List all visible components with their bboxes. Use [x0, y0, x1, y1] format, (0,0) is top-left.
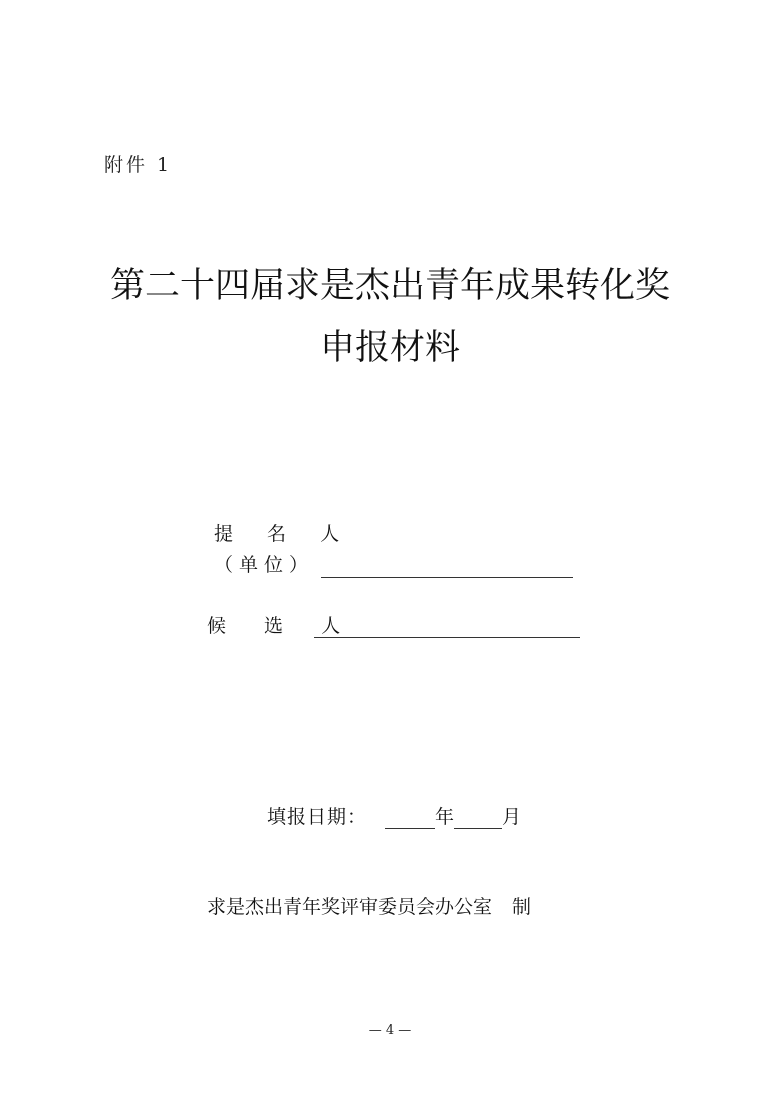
issuer-suffix: 制: [512, 896, 532, 918]
issuer-line: [207, 895, 531, 919]
issuer-name: 求是杰出青年奖评审委员会办公室: [207, 896, 493, 918]
fill-date-row: [267, 805, 521, 829]
document-title-line-1: 第二十四届求是杰出青年成果转化奖: [109, 266, 670, 306]
nominator-fill-line: [321, 577, 573, 578]
attachment-label: 附件 1: [104, 154, 173, 176]
month-suffix: 月: [502, 806, 522, 828]
fill-date-label: 填报日期：: [267, 806, 368, 828]
month-fill-line: [454, 810, 502, 829]
document-title-line-2: 申报材料: [319, 328, 460, 368]
year-suffix: 年: [435, 806, 455, 828]
page-number: — 4 —: [368, 1023, 412, 1038]
year-fill-line: [385, 810, 435, 829]
nominator-unit-label: （单位）: [214, 554, 315, 576]
candidate-fill-line: [314, 637, 580, 638]
candidate-label: 候 选 人: [207, 615, 357, 637]
nominator-label: 提 名 人: [214, 523, 354, 545]
